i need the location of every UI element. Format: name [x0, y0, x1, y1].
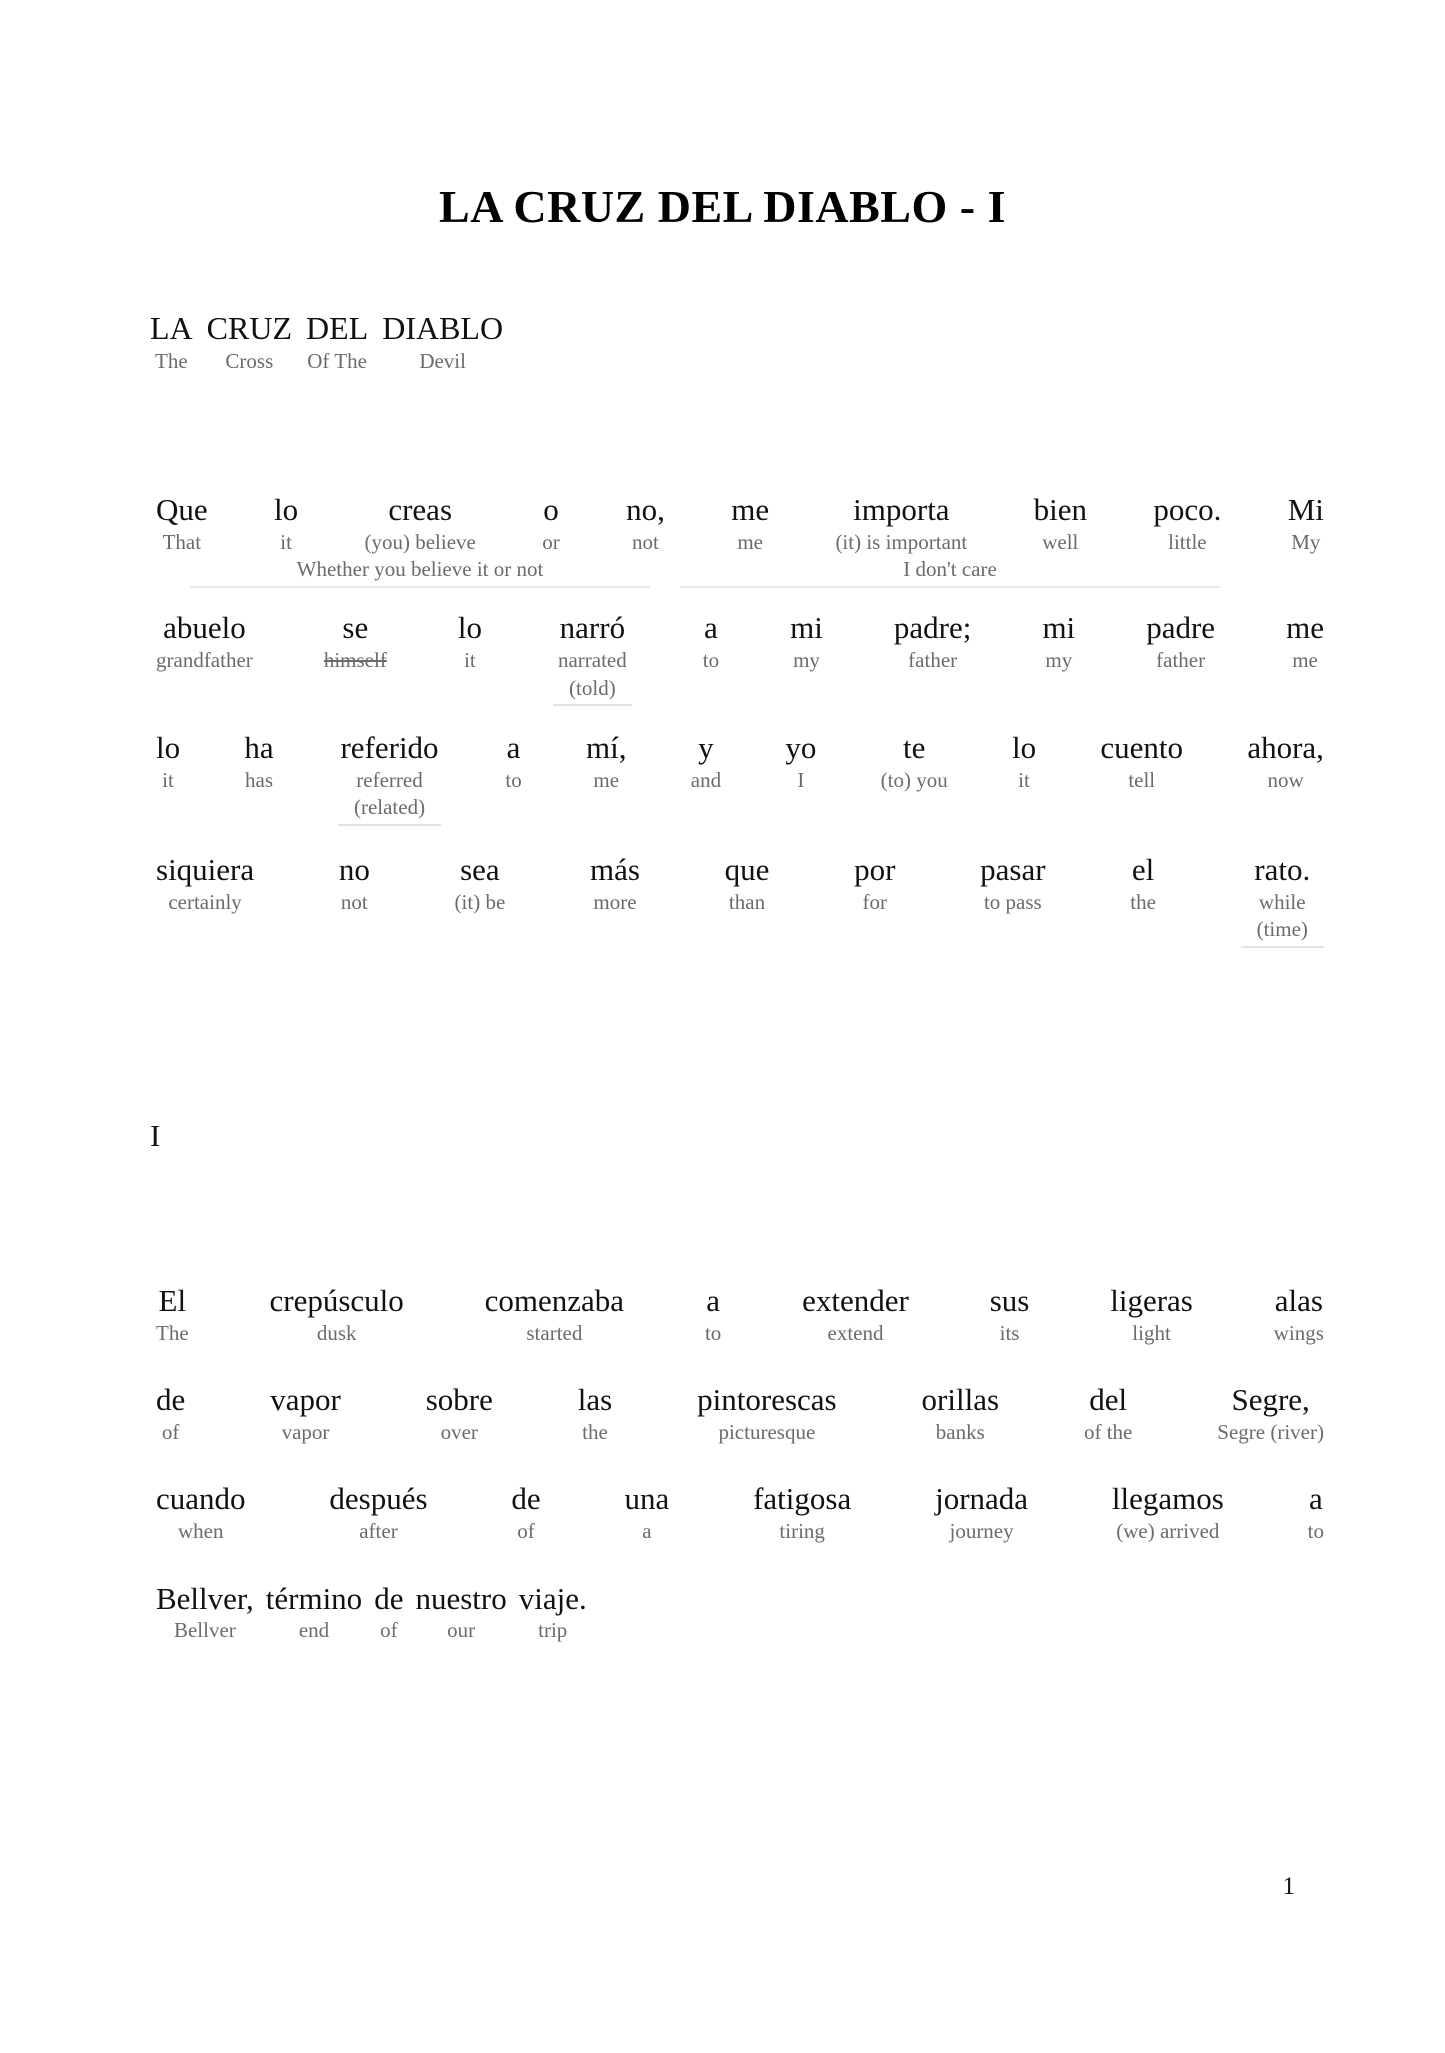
gloss-word: Segre (river) [1217, 1419, 1324, 1444]
interlinear-word [150, 310, 207, 374]
source-word: ahora, [1247, 730, 1324, 766]
source-word: una [624, 1481, 670, 1517]
source-word: extender [802, 1283, 909, 1318]
interlinear-word [929, 1481, 1034, 1544]
interlinear-word [584, 852, 646, 915]
gloss-word: wings [1273, 1320, 1324, 1345]
source-word: no [338, 852, 370, 888]
gloss-word: (to) you [880, 767, 948, 792]
source-word: mi [1042, 610, 1076, 646]
gloss-struck: himself [323, 648, 387, 673]
gloss-word: to pass [983, 889, 1042, 914]
gloss-word: Devil [419, 348, 466, 373]
source-word: de [156, 1382, 186, 1418]
gloss-word: banks [935, 1419, 985, 1444]
gloss-word: it [280, 529, 292, 554]
gloss-word: extend [827, 1320, 884, 1345]
source-word: CRUZ [206, 310, 292, 346]
interlinear-word [699, 1283, 727, 1346]
gloss-word: its [999, 1320, 1020, 1345]
gloss-word: has [245, 767, 274, 792]
source-word: lo [156, 730, 181, 766]
interlinear-word [238, 730, 279, 793]
gloss-word: it [464, 648, 476, 673]
source-word: siquiera [156, 852, 255, 888]
source-word: lo [457, 610, 482, 646]
gloss-word: and [690, 767, 722, 792]
interlinear-line [150, 730, 1330, 826]
interlinear-word [1235, 852, 1330, 948]
source-word: del [1089, 1382, 1128, 1418]
source-word: pasar [980, 852, 1046, 888]
gloss-word: Bellver [173, 1618, 236, 1643]
word-row [150, 1581, 1330, 1644]
source-word: DIABLO [382, 310, 504, 346]
gloss-word: vapor [281, 1419, 330, 1444]
paraphrase-span: I don't care [680, 556, 1220, 588]
interlinear-word [547, 610, 638, 706]
source-word: de [374, 1580, 404, 1616]
source-word: por [854, 852, 896, 888]
interlinear-line [150, 1481, 1330, 1544]
interlinear-word [691, 1382, 842, 1445]
interlinear-word [1241, 730, 1330, 793]
interlinear-word [1124, 852, 1162, 915]
source-word: sus [989, 1283, 1030, 1318]
source-word: de [511, 1481, 541, 1517]
source-word: lo [1012, 730, 1037, 766]
source-word: llegamos [1111, 1481, 1224, 1517]
interlinear-word [829, 492, 973, 555]
interlinear-word [974, 852, 1051, 915]
source-word: que [724, 852, 770, 888]
interlinear-word [1147, 492, 1227, 555]
interlinear-word [1140, 610, 1221, 673]
gloss-word: well [1042, 529, 1079, 554]
interlinear-word [1280, 610, 1330, 673]
source-word: a [506, 730, 521, 766]
source-word: pintorescas [697, 1382, 837, 1418]
source-word: abuelo [163, 610, 246, 646]
source-word: y [698, 730, 714, 766]
interlinear-word [685, 730, 727, 793]
interlinear-word [620, 492, 671, 555]
source-word: jornada [935, 1481, 1029, 1517]
source-word: importa [853, 492, 950, 527]
interlinear-word [409, 1581, 512, 1644]
interlinear-word [848, 852, 901, 915]
interlinear-word [268, 492, 304, 555]
gloss-word: not [632, 529, 659, 554]
source-word: a [704, 610, 718, 646]
interlinear-word [150, 1283, 195, 1346]
interlinear-word [150, 492, 214, 555]
source-word: o [543, 492, 559, 527]
source-word: padre [1146, 610, 1216, 646]
gloss-alternative: (told) [553, 676, 632, 707]
gloss-word: of [161, 1419, 180, 1444]
source-word: nuestro [415, 1580, 507, 1616]
source-word: cuento [1100, 730, 1184, 766]
gloss-word: of [380, 1618, 398, 1643]
gloss-word: My [1291, 529, 1321, 554]
source-word: ligeras [1110, 1283, 1193, 1318]
gloss-word: father [1156, 648, 1206, 673]
word-row [150, 730, 1330, 826]
gloss-word: light [1132, 1320, 1171, 1345]
source-word: rato. [1254, 852, 1311, 888]
interlinear-line [150, 1382, 1330, 1445]
gloss-alternative: (related) [338, 795, 441, 826]
source-word: me [731, 492, 770, 527]
gloss-word: The [156, 1320, 189, 1345]
interlinear-word [747, 1481, 857, 1544]
gloss-word: our [447, 1618, 476, 1643]
interlinear-word [1036, 610, 1081, 673]
gloss-word: for [862, 889, 887, 914]
interlinear-word [1106, 1481, 1230, 1544]
gloss-word: while [1258, 889, 1306, 914]
gloss-word: That [162, 529, 202, 554]
interlinear-word [513, 1581, 593, 1644]
interlinear-word [318, 610, 393, 673]
gloss-word: me [593, 767, 620, 792]
interlinear-line [150, 610, 1330, 706]
gloss-word: to [702, 648, 720, 673]
interlinear-word [875, 730, 954, 793]
gloss-word: to [505, 767, 522, 792]
interlinear-word [1006, 730, 1042, 793]
gloss-word: father [908, 648, 958, 673]
source-word: a [1308, 1481, 1323, 1517]
source-word: LA [150, 310, 193, 346]
word-row [150, 1481, 1330, 1544]
interlinear-word [572, 1382, 618, 1445]
interlinear-word [505, 1481, 546, 1544]
gloss-word: or [542, 529, 560, 554]
interlinear-word [264, 1382, 347, 1445]
gloss-word: journey [949, 1518, 1014, 1543]
interlinear-word [984, 1283, 1036, 1346]
interlinear-word [479, 1283, 630, 1346]
gloss-word: The [155, 348, 188, 373]
gloss-word: not [340, 889, 368, 914]
interlinear-word [150, 1481, 252, 1544]
interlinear-line [150, 852, 1330, 948]
gloss-word: the [582, 1419, 608, 1444]
source-word: después [329, 1481, 428, 1517]
gloss-word: my [1045, 648, 1073, 673]
source-word: alas [1274, 1283, 1323, 1318]
interlinear-word [1028, 492, 1093, 555]
interlinear-line [150, 1581, 1330, 1644]
gloss-word: my [793, 648, 820, 673]
source-word: El [158, 1283, 187, 1318]
gloss-word: I [797, 767, 805, 792]
gloss-word: after [359, 1518, 398, 1543]
gloss-word: Cross [225, 348, 274, 373]
interlinear-word [697, 610, 725, 673]
interlinear-word [796, 1283, 915, 1346]
interlinear-word [368, 1581, 409, 1644]
page-number: 1 [1282, 1873, 1295, 1900]
interlinear-word [618, 1481, 675, 1544]
section-numeral: I [150, 1118, 161, 1153]
gloss-word: picturesque [718, 1419, 816, 1444]
gloss-word: (it) be [454, 889, 506, 914]
interlinear-word [1104, 1283, 1199, 1346]
gloss-word: (you) believe [364, 529, 476, 554]
interlinear-line [150, 1283, 1330, 1346]
paraphrase-spacer [650, 556, 680, 588]
word-row [150, 610, 1330, 706]
source-word: no, [626, 492, 665, 527]
source-word: sobre [425, 1382, 493, 1418]
interlinear-word [420, 1382, 499, 1445]
source-word: Que [156, 492, 208, 527]
gloss-word: narrated [557, 648, 627, 673]
gloss-word: Of The [307, 348, 367, 373]
gloss-word: referred [356, 767, 423, 792]
source-word: sea [460, 852, 500, 888]
header-gloss-block [150, 310, 517, 374]
interlinear-line [150, 492, 1330, 588]
interlinear-line [150, 310, 517, 374]
interlinear-word [888, 610, 977, 673]
paraphrase-span: Whether you believe it or not [190, 556, 650, 588]
gloss-word: (it) is important [835, 529, 968, 554]
source-word: se [342, 610, 369, 646]
interlinear-word [779, 730, 822, 793]
interlinear-word [1282, 492, 1330, 555]
gloss-word: now [1267, 767, 1304, 792]
gloss-word: little [1168, 529, 1207, 554]
source-word: Mi [1287, 492, 1324, 527]
source-word: viaje. [518, 1580, 587, 1616]
source-word: cuando [156, 1481, 246, 1517]
word-row [150, 852, 1330, 948]
gloss-word: a [642, 1518, 652, 1543]
interlinear-word [333, 852, 376, 915]
source-word: mi [790, 610, 823, 646]
interlinear-word [452, 610, 488, 673]
gloss-word: to [704, 1320, 722, 1345]
source-word: vapor [270, 1382, 341, 1418]
source-word: fatigosa [753, 1481, 852, 1517]
source-word: creas [388, 492, 453, 527]
source-word: Segre, [1231, 1382, 1310, 1418]
page-title: LA CRUZ DEL DIABLO - I [439, 181, 1006, 232]
gloss-word: more [593, 889, 637, 914]
source-word: las [577, 1382, 613, 1418]
gloss-word: grandfather [156, 648, 253, 673]
source-word: orillas [921, 1382, 1000, 1418]
word-row [150, 1382, 1330, 1445]
gloss-word: it [162, 767, 174, 792]
gloss-word: than [728, 889, 766, 914]
gloss-word: me [737, 529, 763, 554]
word-row [150, 1283, 1330, 1346]
passage-two [150, 1283, 1330, 1644]
interlinear-word [449, 852, 512, 915]
interlinear-word [1268, 1283, 1330, 1346]
gloss-word: started [526, 1320, 583, 1345]
gloss-word: it [1018, 767, 1030, 792]
gloss-word: tiring [779, 1518, 825, 1543]
interlinear-word [150, 852, 260, 915]
interlinear-word [150, 730, 186, 793]
interlinear-word [150, 1382, 191, 1445]
source-word: más [589, 852, 640, 888]
interlinear-word [580, 730, 632, 793]
interlinear-word [916, 1382, 1006, 1445]
gloss-word: end [298, 1618, 330, 1643]
source-word: lo [274, 492, 299, 527]
gloss-word: dusk [316, 1320, 357, 1345]
gloss-word: of [517, 1518, 535, 1543]
source-word: a [706, 1283, 720, 1318]
gloss-word: when [178, 1518, 224, 1543]
interlinear-word [784, 610, 829, 673]
paraphrase-spacer [150, 556, 190, 588]
source-word: ha [244, 730, 274, 766]
source-word: bien [1033, 492, 1087, 527]
interlinear-word [332, 730, 447, 826]
gloss-word: certainly [168, 889, 242, 914]
interlinear-word [382, 310, 517, 374]
source-word: DEL [306, 310, 369, 346]
source-word: Bellver, [156, 1580, 254, 1616]
passage-one [150, 492, 1330, 948]
source-word: mí, [585, 730, 627, 766]
source-word: narró [559, 610, 626, 646]
gloss-word: (we) arrived [1116, 1518, 1220, 1543]
source-word: crepúsculo [269, 1283, 404, 1318]
gloss-word: me [1292, 648, 1318, 673]
interlinear-word [323, 1481, 433, 1544]
interlinear-word [536, 492, 566, 555]
gloss-word: to [1307, 1518, 1324, 1543]
source-word: me [1286, 610, 1324, 646]
source-word: comenzaba [484, 1283, 625, 1318]
interlinear-word [150, 1581, 260, 1644]
interlinear-word [499, 730, 527, 793]
interlinear-word [306, 310, 382, 374]
gloss-word: trip [538, 1618, 568, 1643]
interlinear-word [260, 1581, 368, 1644]
interlinear-word [719, 852, 776, 915]
interlinear-word [725, 492, 775, 555]
interlinear-word [1302, 1481, 1330, 1544]
source-word: término [265, 1580, 363, 1616]
source-word: el [1131, 852, 1155, 888]
source-word: padre; [893, 610, 972, 646]
source-word: yo [785, 730, 817, 766]
paraphrase-row [150, 556, 1330, 588]
interlinear-word [359, 492, 482, 555]
interlinear-word [150, 610, 259, 673]
source-word: te [902, 730, 926, 766]
interlinear-word [1094, 730, 1189, 793]
gloss-word: the [1130, 889, 1156, 914]
gloss-alternative: (time) [1241, 917, 1324, 948]
gloss-word: tell [1128, 767, 1156, 792]
interlinear-word [207, 310, 306, 374]
gloss-word: of the [1083, 1419, 1133, 1444]
interlinear-word [264, 1283, 410, 1346]
source-word: referido [340, 730, 439, 766]
interlinear-word [1211, 1382, 1330, 1445]
source-word: poco. [1153, 492, 1222, 527]
gloss-word: over [440, 1419, 478, 1444]
word-row [150, 492, 1330, 555]
interlinear-word [1078, 1382, 1138, 1445]
